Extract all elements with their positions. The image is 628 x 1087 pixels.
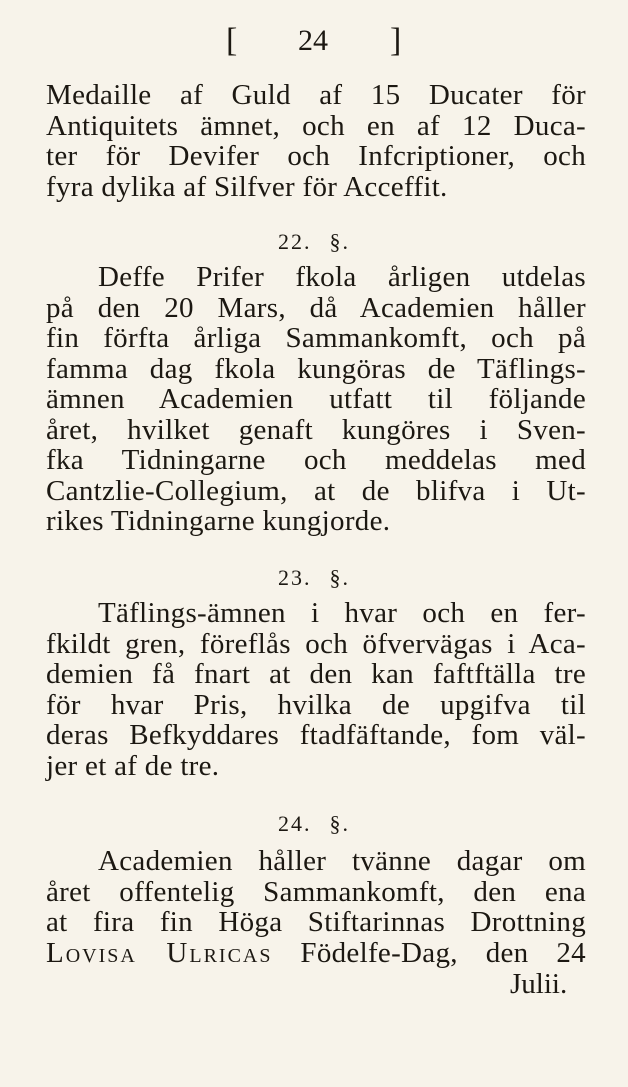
page-number: 24 <box>298 24 328 57</box>
text-line: året, hvilket genaft kungöres i Sven- <box>46 413 586 446</box>
text-line: fka Tidningarne och meddelas med <box>46 444 586 476</box>
text-line <box>46 938 586 969</box>
header-bracket-left: [ <box>226 22 238 59</box>
text-line: Cantzlie-Collegium, at de blifva i Ut- <box>46 474 586 507</box>
section-heading-23 <box>0 564 628 592</box>
section-symbol: §. <box>329 565 350 590</box>
text-line: ämnen Academien utfatt til följande <box>46 383 586 415</box>
text-line: för hvar Pris, hvilka de upgifva til <box>46 688 586 721</box>
section-symbol: §. <box>329 811 350 836</box>
text-line: året offentelig Sammankomft, den ena <box>46 875 586 908</box>
page-header <box>0 18 628 64</box>
section-heading-22 <box>0 228 628 256</box>
text-line: fyra dylika af Silfver för Acceffit. <box>46 170 448 203</box>
text-line: fkildt gren, föreflås och öfvervägas i Aca- <box>46 627 586 660</box>
text-line: famma dag fkola kungöras de Täflings- <box>46 352 586 385</box>
text-line: deras Befkyddares ftadfäftande, fom väl- <box>46 719 586 751</box>
paragraph-1 <box>46 80 586 202</box>
text-line: Academien håller tvänne dagar om <box>98 845 586 877</box>
section-symbol: §. <box>329 229 350 254</box>
section-number: 22. <box>278 229 312 254</box>
text-line: Deffe Prifer fkola årligen utdelas <box>98 261 586 293</box>
text-line: rikes Tidningarne kungjorde. <box>46 505 391 537</box>
text-line: Antiquitets ämnet, och en af 12 Duca- <box>46 109 586 142</box>
section-heading-24 <box>0 810 628 838</box>
section-number: 24. <box>278 811 312 836</box>
text-line: jer et af de tre. <box>46 749 220 782</box>
catchword: Julii. <box>510 968 568 1000</box>
paragraph-2 <box>46 262 586 537</box>
paragraph-4 <box>46 846 586 968</box>
text-line: Medaille af Guld af 15 Ducater för <box>46 79 586 111</box>
text-line: Täflings-ämnen i hvar och en fer- <box>98 597 586 629</box>
paragraph-3 <box>46 598 586 781</box>
text-line: ter för Devifer och Infcriptioner, och <box>46 140 586 172</box>
royal-name: Lovisa Ulricas <box>46 936 273 969</box>
text-line-rest: Födelfe-Dag, den 24 <box>300 936 586 969</box>
text-line: fin förfta årliga Sammankomft, och på <box>46 322 586 354</box>
header-bracket-right: ] <box>390 22 402 59</box>
text-line: på den 20 Mars, då Academien håller <box>46 291 586 324</box>
section-number: 23. <box>278 565 312 590</box>
text-line: demien få fnart at den kan faftftälla tre <box>46 658 586 690</box>
text-line: at fira fin Höga Stiftarinnas Drottning <box>46 906 586 938</box>
